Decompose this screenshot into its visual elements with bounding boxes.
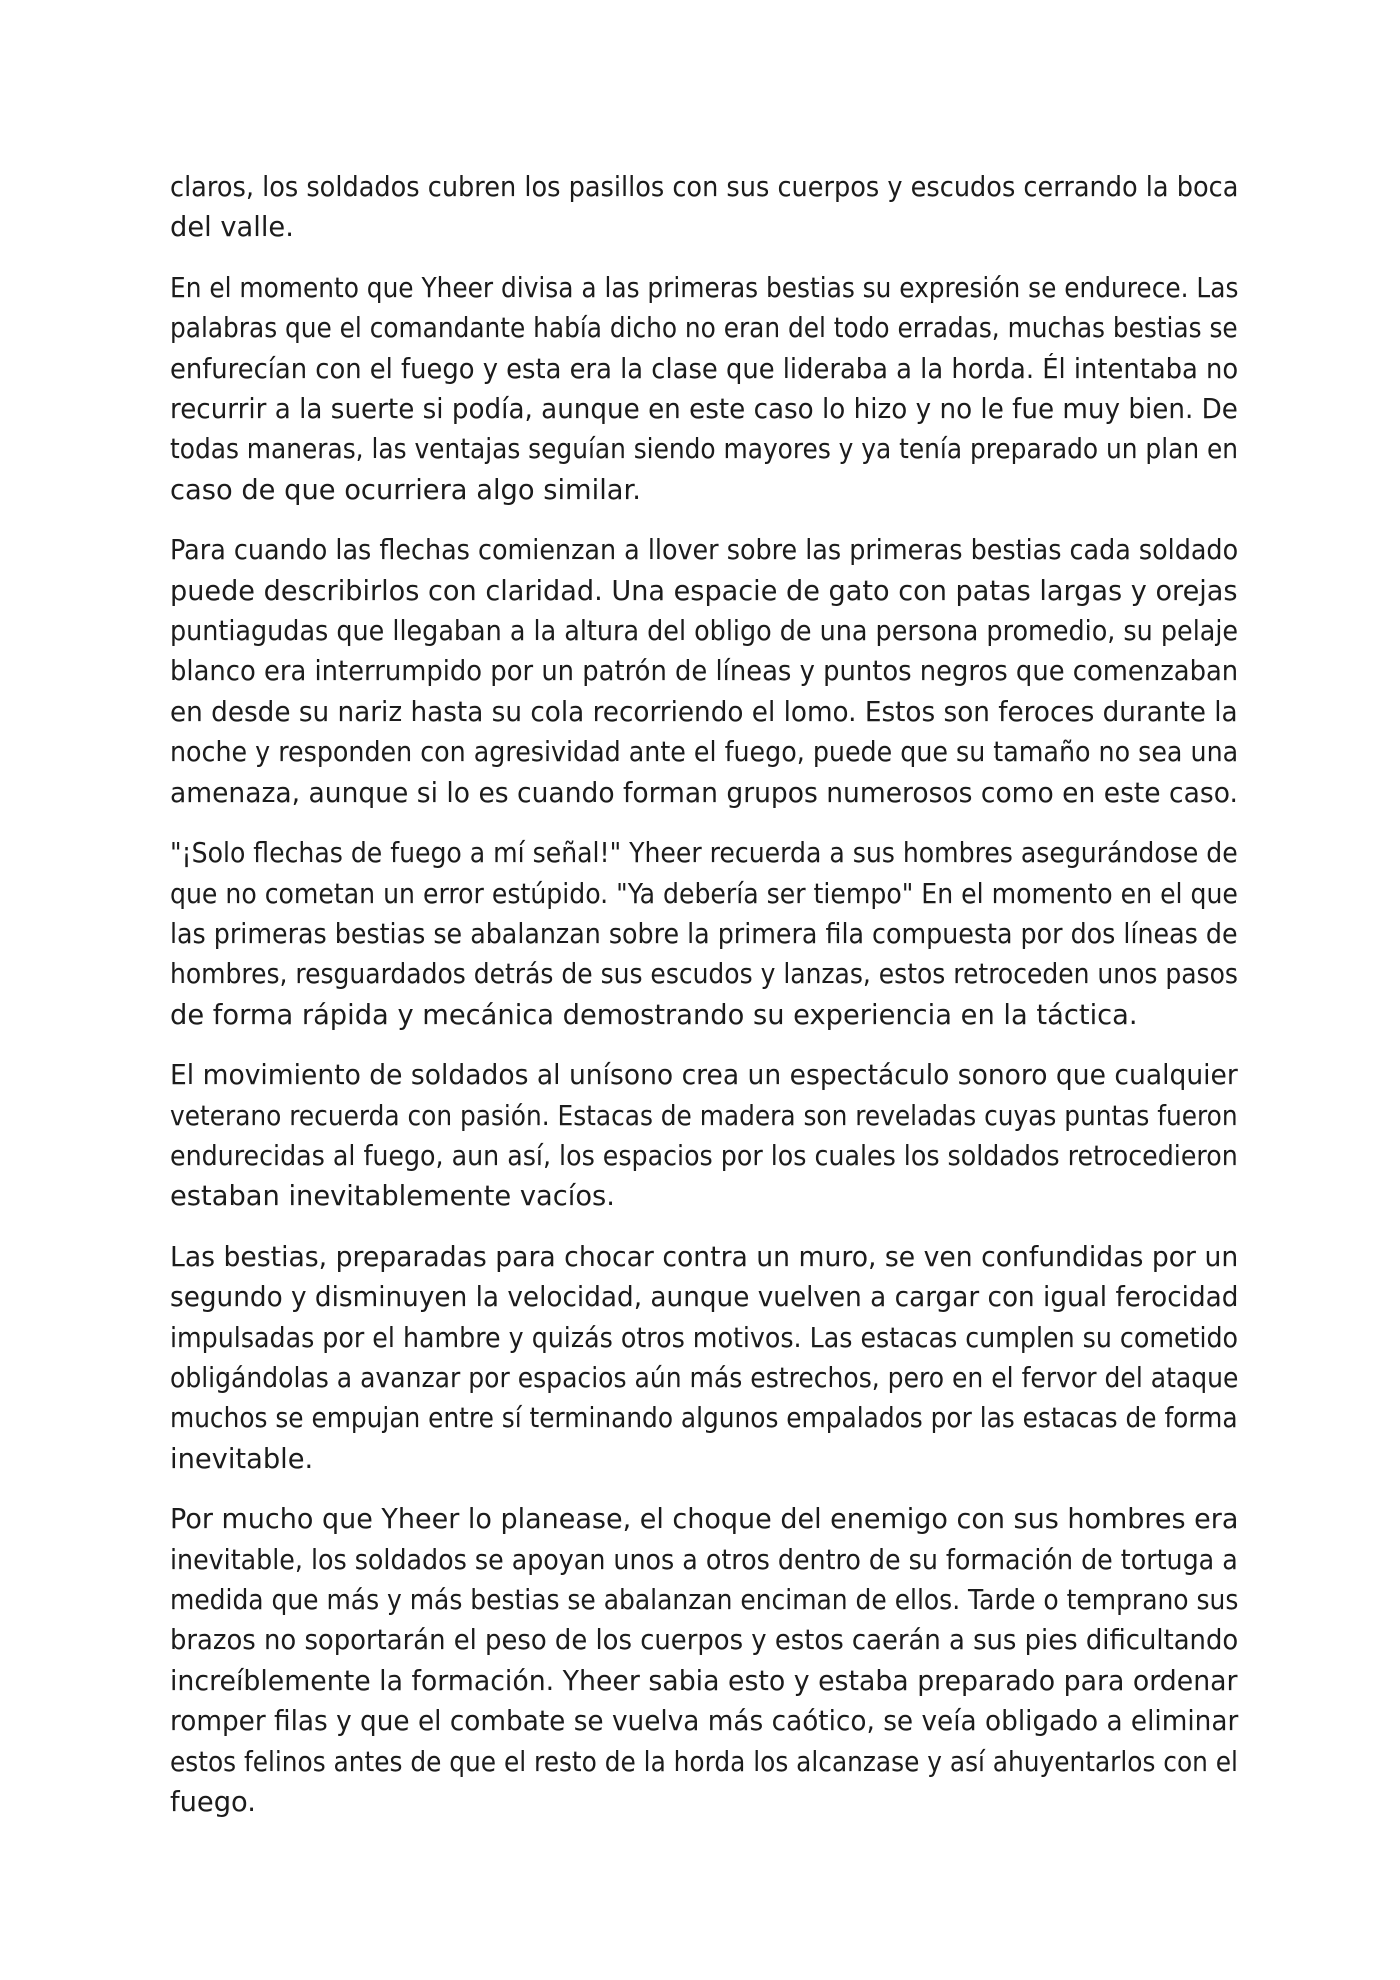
paragraph-4 (170, 834, 1238, 1036)
text-line: todas maneras, las ventajas seguían siendo mayores y ya tenía preparado un plan en (170, 434, 1239, 466)
text-line: puede describirlos con claridad. Una espacie de gato con patas largas y orejas (170, 575, 1238, 607)
paragraph-2 (170, 269, 1238, 511)
text-line: Las bestias, preparadas para chocar contra un muro, se ven confundidas por un (170, 1241, 1239, 1273)
text-line: brazos no soportarán el peso de los cuerpos y estos caerán a sus pies dificultando (170, 1625, 1239, 1657)
text-line: de forma rápida y mecánica demostrando su experiencia en la táctica. (170, 999, 1138, 1031)
paragraph-7 (170, 1500, 1238, 1823)
text-line: veterano recuerda con pasión. Estacas de madera son reveladas cuyas puntas fueron (170, 1100, 1238, 1132)
text-line: recurrir a la suerte si podía, aunque en este caso lo hizo y no le fue muy bien. De (170, 394, 1238, 426)
text-line: inevitable, los soldados se apoyan unos a otros dentro de su formación de tortuga a (170, 1544, 1238, 1576)
text-line: medida que más y más bestias se abalanzan enciman de ellos. Tarde o temprano sus (170, 1585, 1239, 1616)
paragraph-3 (170, 531, 1238, 814)
text-line: inevitable. (170, 1443, 314, 1475)
text-line: segundo y disminuyen la velocidad, aunque vuelven a cargar con igual ferocidad (170, 1282, 1239, 1314)
text-line: "¡Solo flechas de fuego a mí señal!" Yheer recuerda a sus hombres asegurándose de (170, 838, 1238, 870)
text-line: Por mucho que Yheer lo planease, el choque del enemigo con sus hombres era (170, 1504, 1239, 1536)
text-line: muchos se empujan entre sí terminando algunos empalados por las estacas de forma (170, 1403, 1238, 1435)
paragraph-1 (170, 168, 1238, 249)
text-line: fuego. (170, 1787, 256, 1819)
text-line: endurecidas al fuego, aun así, los espacios por los cuales los soldados retrocedieron (170, 1140, 1238, 1172)
text-line: caso de que ocurriera algo similar. (170, 474, 641, 506)
text-line: palabras que el comandante había dicho no eran del todo erradas, muchas bestias se (170, 313, 1238, 345)
document-page (170, 168, 1238, 1843)
text-line: noche y responden con agresividad ante el fuego, puede que su tamaño no sea una (170, 737, 1239, 769)
text-line: En el momento que Yheer divisa a las primeras bestias su expresión se endurece. Las (170, 272, 1239, 304)
text-line: amenaza, aunque si lo es cuando forman grupos numerosos como en este caso. (170, 777, 1238, 809)
text-line: en desde su nariz hasta su cola recorriendo el lomo. Estos son feroces durante la (170, 696, 1238, 728)
text-line: estaban inevitablemente vacíos. (170, 1181, 615, 1213)
text-line: El movimiento de soldados al unísono crea un espectáculo sonoro que cualquier (170, 1060, 1238, 1092)
text-line: romper filas y que el combate se vuelva más caótico, se veía obligado a eliminar (170, 1706, 1239, 1738)
paragraph-6 (170, 1238, 1238, 1480)
text-line: estos felinos antes de que el resto de la horda los alcanzase y así ahuyentarlos con el (170, 1746, 1238, 1778)
text-line: puntiagudas que llegaban a la altura del obligo de una persona promedio, su pelaje (170, 616, 1239, 648)
paragraph-5 (170, 1056, 1238, 1218)
text-line: obligándolas a avanzar por espacios aún más estrechos, pero en el fervor del ataque (170, 1362, 1239, 1394)
text-line: hombres, resguardados detrás de sus escudos y lanzas, estos retroceden unos pasos (170, 959, 1238, 991)
text-line: blanco era interrumpido por un patrón de líneas y puntos negros que comenzaban (170, 656, 1239, 688)
text-line: impulsadas por el hambre y quizás otros motivos. Las estacas cumplen su cometido (170, 1322, 1239, 1354)
text-line: increíblemente la formación. Yheer sabia esto y estaba preparado para ordenar (170, 1665, 1238, 1697)
text-line: las primeras bestias se abalanzan sobre la primera fila compuesta por dos líneas de (170, 918, 1238, 950)
text-line: claros, los soldados cubren los pasillos con sus cuerpos y escudos cerrando la boca (170, 172, 1239, 203)
text-line: Para cuando las flechas comienzan a llover sobre las primeras bestias cada soldado (170, 535, 1239, 567)
text-line: que no cometan un error estúpido. "Ya debería ser tiempo" En el momento en el que (170, 878, 1238, 910)
text-line: del valle. (170, 212, 294, 244)
text-line: enfurecían con el fuego y esta era la clase que lideraba a la horda. Él intentaba no (170, 353, 1239, 385)
